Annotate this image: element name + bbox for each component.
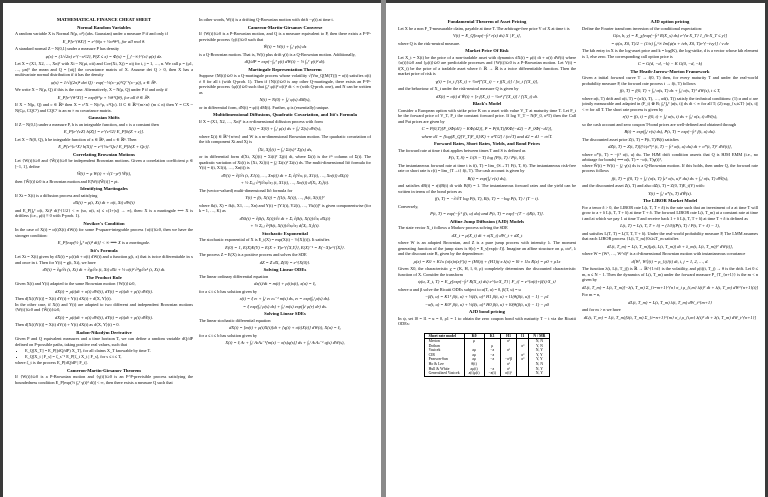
paragraph: and satisfies L(T, T) = L(T, T, T + δ). Under the real-world probability measure P, The LMM assumes that each LIBOR process {L(t, T_m)}0≤t≤T_m satisfies [582,230,758,241]
paragraph: The (vector-valued) multi-dimensional Itô formula for [199,187,293,193]
paragraph: where Q is the risk-neutral measure. [398,40,461,46]
equation: C = P(0,T)[F_0Φ(d1) − KΦ(d2)], P = P(0,T)[KΦ(−d2) − F_0Φ(−d1)], [421,126,553,131]
table-cell: −a [484,367,500,372]
section-heading: Correlating Brownian Motions [73,151,135,157]
equation: X(t) = ξ Aₜ + ∫ₐᵗ AₜAₛ⁻¹[m(s) − σ(s)q(s)] ds + ∫ₐᵗ AₜAₛ⁻¹ q(s) dW(s), [225,340,345,345]
equation: dX(t) = μ(t)dt + σ(t) dW(t), dY(t) = ε(t)dt + ρ(t) dW̃(t). [55,314,153,320]
table-cell: −a(t) [484,371,500,376]
section-heading: Affine Jump Diffusion (AJD) Models [449,218,525,224]
table-cell: Generalized Vasicek [424,371,464,376]
paragraph: A random variable X is Normal N(μ, σ²) (abs. Gaussian) under a measure P if and only if [15,31,168,36]
section [398,219,576,308]
table-cell: aμ [464,353,484,358]
table-cell: σ² [500,367,516,372]
table-cell: Merton [424,339,464,344]
section [199,311,371,346]
section-heading: Stochastic Exponential [262,230,308,236]
table-cell: aμ(t) [464,367,484,372]
section [15,152,193,185]
equation: ⟨Xi, Xj⟩(t) = ∫₀ᵗ Σi(s)ᵀ Σj(s) ds, [257,146,313,152]
section-heading: Cameron-Martin-Girsanov Converse [247,24,323,30]
paragraph: and the discounted asset Z(t, T) and also dZ(t, T) = Z(0, T)E_t(Y) with: [582,183,705,188]
equation: dL(t, T_m) = L(t, T_m)[μ(t, L(t, T_m)) dt + λ_m(t, L(t, T_m))ᵀ dW(t)], [607,243,733,249]
equation: dL(t, T_m) = L(t, T_m) λ(t, T_m) dW_t^{m+1} [628,299,712,305]
equation: −β̇(t, u) = K1ᵀ β(t, u) + ½β(t, u)ᵀ H1 β(t, u) + l1(θ(β(t, u)) − 1) − ρ1 [425,294,549,299]
equation: P(t, T) = exp(−∫ₜᵀ f(t, u) du) and P(t, T) = exp[−(T − t)R(t, T)]. [430,211,544,216]
table-cell: N, Y [529,348,550,353]
paragraph: and for m > n we have [582,307,621,312]
section [398,101,576,139]
equation: C = G(d, −d, −k) − K G(0, −d, −k) [637,61,703,66]
document-page-right [386,3,765,497]
table-cell: N, N [529,339,550,344]
equation: φ(x) = 1/√((2π)ⁿ det Q) · exp(−½(x−μ)ᵀQ⁻¹(x−μ)), x ∈ ℝⁿ. [51,79,157,85]
equation: dZ(t, T) = Z(t, T)[(½|σ*|² (t, T) − ∫ₜᵀ α(t, u) du) dt + σ*(t, T)ᵀ dW(t)], [608,144,732,149]
table-cell: σ² [517,353,529,358]
paragraph: The state vector X_t follows a Markov process solving the SDE [398,225,508,230]
paragraph: In the other case, if X(t) and Y(t) are adapted to two different and independent Brownian motions {W(t)}t≥0 and {W̃(t)}t≥0, [15,301,193,312]
column-1 [15,17,193,497]
short-rate-model-table [424,333,551,377]
paragraph: for a ≤ t ≤ b has solution given by [199,288,258,294]
table-cell: Y, Y [529,357,550,362]
paragraph: where W̃(t) = W(t) − ∫₀ᵗ γ(s) ds is a Q-Brownian motion. If this holds, then under Q, the forward rate process follows [582,162,758,173]
equation: dX(t) = σ(t) d W̃(t) + [r f(X_t) − ½σ² f″(X_t)] / f′(X_t) dt. [435,93,539,99]
section-heading: Cameron-Martin-Girsanov Theorem [67,367,141,373]
equation: F(t, T, S) = 1/(S − T) log [P(t, T) / P(t, S)]. [448,155,526,160]
equation: Ŵ(t) = ρ W(t) + √(1−ρ²) W̃(t), [76,171,132,176]
paragraph: Let X ~ N(0, Q), h be integrable function of x ∈ ℝⁿ, and c ∈ ℝⁿ. Then [15,136,137,142]
column-2 [199,17,371,497]
equation: φ(x) = (1/√2π) e^{−x²/2}, P(Z ≤ x) = Φ(x) = ∫_{−∞}^{x} φ(z) dz. [45,53,163,59]
paragraph: The discounted asset price Z(t, T) = P(t, T)/B(t) satisfies [582,136,679,142]
paragraph: Given X(t) and Y(t) adapted to the same Brownian motion {W(t)}t≥0, [15,281,136,286]
equation: N(t) = N(0) + ∫₀ᵗ φ(s) dM(s), [259,97,311,102]
equation: dYk(t) = ∂fk(t, X(t))/∂t dt + Σᵢ ∂fk(t, X(t))/∂xᵢ dXᵢ(t) [239,215,331,221]
table-cell: −a [484,357,500,362]
section-heading: Solving Linear ODEs [263,267,307,272]
section-heading: Market Price Of Risk [465,48,509,53]
paragraph: where W = (W¹, …, W^d)ᵀ is a d-dimensional Brownian motion with instantaneous covariance [582,251,746,256]
paragraph: Given P and Q equivalent measures and a time horizon T, we can define a random variable dQ/dP defined on P-possible paths, taking positive real values, such that [15,336,193,347]
table-cell [517,371,529,376]
table-cell: μ [484,344,500,349]
equation: B(t) = exp(∫₀ᵗ r(s) ds), [467,175,507,181]
section-heading: AJD bond pricing [468,309,506,314]
table-cell: aμ [464,357,484,362]
equation: dX(t) = [m(t) + ρ(t)X(t)]dt + [q(t) + σ(t)X(t)] dW(t), X(a) = ξ, [229,325,341,330]
table-header: H1 [500,333,516,339]
section [199,231,371,266]
table-cell: aμ [464,348,484,353]
table-cell: −a [484,353,500,358]
paragraph: The stochastic exponential of X is E_t(X) = exp(X(t) − ½⟨X⟩(t)). It satisfies [199,237,330,242]
paragraph: The linear stochastic differential equation [199,317,271,323]
section-heading: Black's Model [472,101,502,106]
section-heading: Novikov's Condition [83,220,125,226]
paragraph: The forward rate at time t that applies between times T and S is defined as [398,147,526,153]
paragraph: Conversely, [398,203,419,209]
section [15,186,193,219]
column-4 [582,17,758,497]
equation: = ξ exp(∫ₐᵗ ρ(s) ds) + ∫ₐᵗ m(s) exp(∫ₛᵗ ρ(r) dr) ds. [243,303,327,309]
document-title: MATHEMATICAL FINANCE CHEAT SHEET [56,17,152,22]
section-heading: AJD option pricing [650,19,690,24]
table-cell: Hull & White [424,367,464,372]
section-heading: The LIBOR Market Model [642,198,698,203]
paragraph: If X = (X1, X2, …, Xn)ᵀ is a n-dimensional diffusion process with form [199,118,323,124]
paragraph: and E_P[∫₀ᵀ σ(t, Xt)² dt]^{1/2} < ∞ (so, σ(t, x) ≤ c(1+|x|) → ∞), then: X is a martingale ⟺ X is driftless (i.e., μ(t) ≡ 0 with P-prob. 1). [15,207,193,218]
paragraph: where Σ(t) ∈ ℝ^{n×m} and W is a m-dimensional Brownian motion. The quadratic covariation of the ith component Xi and Xj is [199,133,371,144]
equation: L(t, T) = L(t, T, T + δ) = (1/δ)(P(t, T) / P(t, T + δ) − 1), [620,223,720,228]
paragraph: Let {W(t)}t≥0 and {W̃(t)}t≥0 be independent Brownian motions. Given a correlation coefficient ρ ∈ [−1, 1], define [15,158,193,169]
section [15,368,193,386]
section [15,25,193,114]
table-header: N / MR [529,333,550,339]
equation: E_P[e^{cZ} h(Z)] = e^{c²/2} E_P[h(Z + c)]. [63,129,145,134]
equation: = ψ(a, X0, T)/2 − (1/π) ∫₀^∞ Im[ψ(a + ivb, X0, T)e^{−ivy}] / v dv [611,40,729,46]
equation: + ½ Σᵢ,ⱼ ∂²f/∂xᵢ∂xⱼ (t, X1(t), …, Xn(t)) d⟨Xᵢ, Xⱼ⟩(t). [240,180,330,185]
table-row [424,371,550,376]
section-heading: Multidimensional Diffusions, Quadratic Covariation, and Itô's Formula [212,112,358,117]
equation: −α̇(t, u) = K0ᵀ β(t, u) + ½β(t, u)ᵀ H0 β(t, u) + l0(θ(β(t, u)) − 1) − ρ0 [425,301,549,307]
column-3 [398,17,576,497]
equation: + ½ Σᵢ,ⱼ ∂²fk(t, X(t))/∂xᵢ∂xⱼ d⟨Xᵢ, Xⱼ⟩(t). [250,223,320,228]
equation: E(0) = 1, E(X)E(Y) = E(X + Y)e^{⟨X,Y⟩}, E(X)⁻¹ = E(−X)e^{⟨X⟩}. [225,244,345,250]
paragraph: or in differential form, dN(t) = φ(t) dM(t). Further, φ is (essentially) unique. [199,104,330,110]
section-heading: Martingale Representation Theorem [248,66,322,72]
equation: f(t, T) = −∂/∂T log P(t, T), R(t, T) = −log P(t, T) / (T − t). [435,196,539,201]
paragraph: The linear ordinary differential equation [199,273,269,279]
section [398,19,576,46]
section-heading: Normal Random Variables [77,24,131,30]
equation: E_P[e^{θᵀX}] = exp(θᵀμ + ½θᵀQθ), for all θ ∈ ℝⁿ. [57,94,151,100]
paragraph: If {W(t)}t≥0 is a P-Brownian motion and {γ(t)}t≥0 is an F^P-previsible process satisfying the boundedness condition E_P[exp(½ ∫₀ᵀ γ(t)² dt)] < ∞, then there exists a measure Q such that [15,374,193,385]
equation: V(t) = E_Q[exp(−∫ₜᵀ r(s) ds) X | F_t], [453,33,521,38]
table-cell: θ(t) [464,362,484,367]
paragraph: Let X = (X1, X2, …, Xn)ᵀ with Xi ~ N(μi, σii) and Cov(Xi, Xj) = σij for i, j = 1, …, n. We call μ = (μ1, …, μn)ᵀ the mean and Q = [σij] the covariance matrix of X. Assume det Q > 0, then X has a multivariate normal distribution if it has the density [15,61,193,77]
paragraph: If Xt = X(t) is a diffusion process and satisfying [15,192,98,198]
equation: f(t, T) = f(0, T) + ∫₀ᵗ α(s, T) ds + ∫₀ᵗ σ(s, T)ᵀ dW(s), t ≤ T, [619,88,721,93]
section [398,309,576,327]
section-heading: Forward Rates, Short Rates, Yields, and Bond Prices [433,141,541,146]
paragraph: In other words, W(t) is a drifting Q-Brownian motion with drift −γ(t) at time t. [199,17,334,22]
paragraph: Suppose {M(t)}t≥0 is a Q-martingale process whose volatility √(Var_Q[M(T)]) = σ(t) satisfies σ(t) ≠ 0 for all t (with Q-prob. 1). Then if {N(t)}t≥0 is any other Q-martingale, there exists an F^P-previsible process {φ(t)}t≥0 such that ∫₀ᵀ φ(t)² σ(t)² dt < ∞ (with Q-prob. one), and N can be written as [199,73,371,95]
equation: W̃(t) = W(t) + ∫₀ᵗ γ(s) ds [263,44,307,49]
equation: dZ = Z dX, Z(0) = e^{X(0)}. [259,259,311,265]
equation: dY(t) = ∂f/∂t (t, X1(t), …, Xn(t)) dt + Σᵢ ∂f/∂xᵢ (t, X1(t), …, Xn(t)) dXᵢ(t) [221,172,349,178]
equation: f(t, T) = f(0, T) + ∫₀ᵗ (σ(s, T) ∫ₛᵀ σ(s, u)ᵀ du) ds + ∫₀ᵗ σ(s, T) dW̃(s), [611,175,729,181]
table-cell: −a [484,348,500,353]
paragraph: For m = n, [582,292,601,297]
section [15,330,193,366]
table-cell: Dothan [424,344,464,349]
section [398,48,576,99]
table-cell: CIR [424,353,464,358]
paragraph: In ψ, set l0 = l1 = u = 0, ρ1 = 1 to obtain the zero coupon bond with maturity T − t via the Ricatti ODEs: [398,315,576,326]
document-page-left [3,3,381,497]
paragraph: Given X0, the characteristic χ = (K, H, l, θ, ρ) completely determines the discounted characteristic function of X. Consider the transform [398,266,576,277]
bullet-item: • E_Q[X_t | F_s] = ζ_s⁻¹ E_P[ζ_t X_t | F_s], for s ≤ t ≤ T, [25,354,193,360]
section [199,25,371,65]
table-cell: N, Y [529,371,550,376]
paragraph: and satisfies dB(t) = r(t)B(t) dt with B(0) = 1. The instantaneous forward rates and the yield can be written in terms of the bond prices as [398,183,576,194]
paragraph: where α and β solve the Ricatti ODEs subject to α(T, u) = 0, β(T, u) = u [398,286,521,292]
section [15,275,193,328]
equation: where d1 = [log(E_Q[V_T|F_0]/K) + σ²T/2] / (σ√T) and d2 = d1 − σ√T. [421,133,553,139]
table-cell: Vasicek [424,348,464,353]
section [582,19,758,67]
equation: dL(t, T_m) = L(t, T_m)[λ(t, T_m) Σ_{i=n+1}^{m} σ_i ρ_{i,m} λ(t)ᵀ dt + λ(t, T_m) dW_t^{n+1}] [583,314,757,320]
equation: E_P[e^{cᵀX} h(X)] = e^{½cᵀQc} E_P[h(X + Qc)]. [58,144,150,149]
section-heading: Solving Linear SDEs [264,311,306,316]
table-cell: −σ²β [500,357,516,362]
paragraph: where fk(t, X) = fk(t, X1, …, Xn) and Y(t) = [Y1(t), Y2(t), …, Yk(t)]ᵀ is given componentwise (for k = 1, …, K) as [199,202,371,213]
paragraph: We write X ~ N(μ, Q) if this is the case. Alternatively, X ~ N(μ, Q) under P if and only if [15,87,168,92]
table-cell: σ(t)² [500,371,516,376]
paragraph: so the cash account and zero coupon T-bond prices are well-defined and obtained through [582,121,737,127]
paragraph: Given a initial forward curve T → f(0, T) then, for every maturity T and under the real-world probability measure P, the forward rate process t → f(t, T) follows [582,75,758,86]
paragraph: Let X be a non F_T-measurable claim, payable at time T. The arbitrage-free price V of X at time t is [398,25,570,31]
paragraph: and the behaviour of X_t under the risk-neutral measure Q is given by [398,86,519,91]
paragraph: where ζ_t is the process E_P[dQ/dP | F_t]. [15,360,88,365]
table-cell: σ² [500,362,516,367]
paragraph: where α(t, T) drift and σ(t, T) = (σ1(t, T), …, σd(t, T)) satisfy the technical conditions: (1) α and σ are jointly measurable and adapted in (F_t) ⊗ B; ∫₀ᵀ∫₀ᵀ |α(s, t)| ds dt < ∞ for all T; (2) sup_{s,t≤T} |σ(s, t)| < ∞ for all T. The short rate process is given by [582,95,758,112]
equation: γ(t) = [σ_t f′(X_t) + ½σ²f″(X_t) − r f(X_t)] / [σ_t f′(X_t)], [435,78,539,84]
paragraph: If {W(t)}t≥0 is a P-Brownian motion, and Q is a measure equivalent to P, then there exists a F^P-previsible process {γ(t)}t≥0 such that [199,31,371,42]
equation: X(t) = X(0) + ∫₀ᵗ μ(s) ds + ∫₀ᵗ Σ(s) dW(s), [248,126,322,131]
paragraph: The function λ(t, L(t, T_j)) is ℝ → ℝ^{1×d} is the volatility, and ρ(t)(t, T_j) → θ is the drift. Let 0 ≤ m, n ≤ N − 1. Then the dynamics of L(t, T_m) under the forward measure P_{T_{n+1}} is the m < n given by [582,266,758,282]
section [15,248,193,273]
paragraph: The instantaneous forward rate at time t is f(t, T) = lim_{S→T} F(t, T, S). The instantaneous risk-free rate or short rate is r(t) = lim_{T→t} f(t, T). The cash account is given by [398,162,576,173]
paragraph: or in differential form d⟨Xi, Xj⟩(t) = Σi(t)ᵀ Σj(t) dt, where Σi(t) is the iᵗʰ column of Σ(t). The quadratic variation of Xi(t) is ⟨Xi, Xi⟩(t) = ∫₀ᵗ Σi(s)ᵀ Σi(s) ds. The multi-dimensional Itô formula for Y(t) = f(t, X1(t), …, Xn(t)) is [199,154,371,170]
bullet-list [25,348,193,359]
table-header: K1 [484,333,500,339]
paragraph: Then d[X(t)Y(t)] = X(t) dY(t) + Y(t) dX(t) + d⟨X, Y⟩(t). [15,296,112,301]
section-heading: Itô's Formula [90,247,118,253]
table-cell: N, N [529,362,550,367]
section [582,69,758,197]
paragraph: Let X_t = X(t) be the price of a non-tradable asset with dynamics dX(t) = μ(t) dt + σ(t) dW(t) where {σ(t)}t≥0 and {μ(t)}t≥0 are predictable processes and {W(t)}t≥0 is a P-Brownian motion. Let V(t) = f(X_t) be the price of a tradable asset where f: ℝ → ℝ is a twice differentiable function. Then the market price of risk is [398,54,576,76]
paragraph: The process Z = E(X) is a positive process and solves the SDE [199,252,307,257]
equation: d⟨Wⁱ, Wʲ⟩(t) = ρ_{ij}(t) dt, i, j = 1, 2, …, d. [631,258,709,264]
table-cell: N, Y [529,367,550,372]
equation: G(a, b, y) = E_χ[exp(−∫ₜᵀ R(X_s) ds) e^{a·X_T} 1_{b·X_T ≤ y}] [612,33,728,38]
table-header: Short rate model [424,333,464,339]
paragraph: A standard normal Z ~ N(0,1) under a measure P has density [15,46,120,51]
paragraph: then {Ŵ(t)}t≥0 is a Brownian motion and E[W(t)Ŵ(t)] = ρt. [15,178,119,184]
section-heading: Identifying Martingales [80,186,128,191]
paragraph: In the case of X(t) = σ(t)X(t) dW(t) for some P-square-integrable process {σ(t)}t≥0, then we have the stronger condition: [15,227,193,238]
equation: Y(t) = ∫₀ᵗ σ*(s, T) dW̃(s). [648,190,692,196]
equation: dX(t) = μ(t)dt + σ(t) dW(t), dY(t) = ε(t)dt + ρ(t) dW(t). [55,288,153,294]
equation: x(t) = ξ eₜ + ∫ₐᵗ eₜ eₛ⁻¹ m(s) ds, eₜ = exp(∫ₐᵗ ρ(s) ds). [239,296,331,301]
equation: ψ(u, X_t, T) = E_χ[exp(−∫ₜᵀ R(X_s) ds) e^{u·X_T} | F_t] = e^{α(t)+β(t)·X_t} [418,279,556,284]
equation: E_P[exp(½ ∫₀ᵀ σ(t)² dt)] < ∞ ⟹ X is a martingale. [57,240,151,245]
equation: μ(x) = K0 + K1x (σ(x)σ(x)ᵀ)ij = (H0)ij + (H1)ij·x λ(x) = l0 + l1x R(x) = ρ0 + ρ1x [413,258,561,264]
section-heading: Gaussian Shifts [88,115,120,120]
table-header: l1 [517,333,529,339]
paragraph: If Z ~ N(0,1) under a measure P, h is an integrable function, and c is a constant then [15,121,159,127]
paragraph: Define the Fourier transform inversion of the conditional expectation: [582,25,703,31]
table-cell: Ho & Lee [424,362,464,367]
section-heading: Radon-Nikodým Derivative [76,329,132,335]
table-cell: μ [464,339,484,344]
section [582,198,758,320]
section [199,112,371,229]
paragraph: Let Xt = X(t) given by dX(t) = μ(t)dt + σ(t) dW(t) and a function g(t, x) that is twice differentiable in x and once in t. Then for Y(t) = g(t, Xt), we have [15,254,193,265]
table-cell: Y, Y [529,353,550,358]
equation: Y(t) = f(t, X(t)) = [f1(t, X(t)), …, fk(t, X(t))]ᵀ [245,195,325,200]
equation: r(t) = f(t, t) = f(0, t) + ∫₀ᵗ α(s, t) ds + ∫₀ᵗ σ(s, t) dW(s), [622,114,718,119]
paragraph: where σ*(t, T) = −∫ₜᵀ σ(t, u) du. The HJM drift condition asserts that Q is HJM EMM (i.e., no arbitrage for bonds) ⟺ α(t, T) = −σ(t, T)γ(t)ᵀ, [582,151,758,162]
equation: B(t) = exp(∫₀ᵗ r(s) ds), P(t, T) = exp(−∫ₜᵀ f(t, u) du). [624,129,716,134]
paragraph: is a Q-Brownian motion. That is, W(t) plus drift γ(t) is a Q-Brownian motion. Additionally, [199,51,356,57]
table-cell: σ² [517,357,529,362]
section [15,115,193,150]
section-heading: The Product Rule [86,274,122,280]
paragraph: Consider a European option with strike price K on a asset with value V_T at maturity time T. Let F_t be the forward price of V_T, P_t the constant forward price. If log V_T ~ N(F_0, σ²T) then the Call and Put prices are given by [398,107,576,124]
section [15,221,193,246]
table-cell: σ² [517,344,529,349]
table-cell: a(t)μ(t) [464,371,484,376]
paragraph: If X ~ N(μ, Q) and c ∈ ℝⁿ then X = cᵀX ~ N(cᵀμ, cᵀQc). If C ∈ ℝ^{m×n} (m ≤ n) then Y = CX ~ N(Cμ, CQCᵀ) and CQCᵀ is an m × m covariance matrix. [15,102,193,113]
paragraph: Then d[X(t)Y(t)] = X(t) dY(t) + Y(t) dX(t) as d⟨X, Y⟩(t) = 0. [15,322,120,327]
equation: dQ/dP = exp(−∫₀ᵀ γ(t) dW(t) − ½ ∫₀ᵀ γ(t)² dt). [244,59,326,64]
table-cell: σ² [500,339,516,344]
table-cell: Y, N [529,344,550,349]
section-heading: Fundamental Theorem of Asset Pricing [447,19,527,24]
equation: dX_t = μ(X_t) dt + σ(X_t) dW_t + dZ_t [451,232,523,238]
section [199,17,371,23]
bullet-item: • E_Q[X_T] = E_P[(dQ/dP) X_T], for all claims X_T knowable by time T. [25,348,193,354]
equation: dX(t) = μ(t, Xt) dt + σ(t, Xt) dW(t) [73,200,135,205]
equation: dY(t) = ∂g/∂t (t, Xt) dt + ∂g/∂x (t, Xt) dXt + ½ σ(t)² ∂²g/∂x² (t, Xt) dt. [42,267,166,272]
section-heading: The Heath-Jarrow-Morton Framework [630,68,710,74]
equation: dL(t, T_m) = L(t, T_m)[−λ(t, T_m) Σ_{i=m+1}^{n} σ_i ρ_{i,m} λ(t)ᵀ dt + λ(t, T_m) dW^{n+1}(t)] [582,284,758,290]
table-cell: σ² [500,348,516,353]
equation: E_P[e^{θX}] = e^{θμ + ½σ²θ²}, for all real θ. [62,38,146,44]
equation: dx(t)/dt = m(t) + ρ(t)x(t), x(a) = ξ, [254,281,316,286]
table-cell: Pearson-Sun [424,357,464,362]
section [199,267,371,309]
paragraph: for a ≤ t ≤ b has solution given by [199,332,258,338]
paragraph: The kth entry in X is the log-asset price and k = log(K), the log-strike, d is a vector whose kth element is 1, else zero. The corresponding call option price is [582,48,758,59]
section [398,141,576,217]
paragraph: For a tenor δ > 0, the LIBOR rate L(t, T, T + δ) is the rate such that an investment of a at time T will grow to a + δ L(t, T, T + δ) at time T + δ. The forward LIBOR rate L(t, T_m) at a constant rate at time t and at which we pay 1 at time T and receive back 1 + δ L(t, T, T + δ) at time T + δ is defined as [582,204,758,221]
section [199,67,371,111]
table-header: K0 [464,333,484,339]
paragraph: where W is an adapted Brownian, and Z is a pure jump process with intensity λ. The moment generating function of the jump sizes is θ(c) = E_ν[exp(c·J)]. Imagine an affine structure on μ, σσᵀ, λ and the discount rate R, given by the dependence: [398,240,576,256]
